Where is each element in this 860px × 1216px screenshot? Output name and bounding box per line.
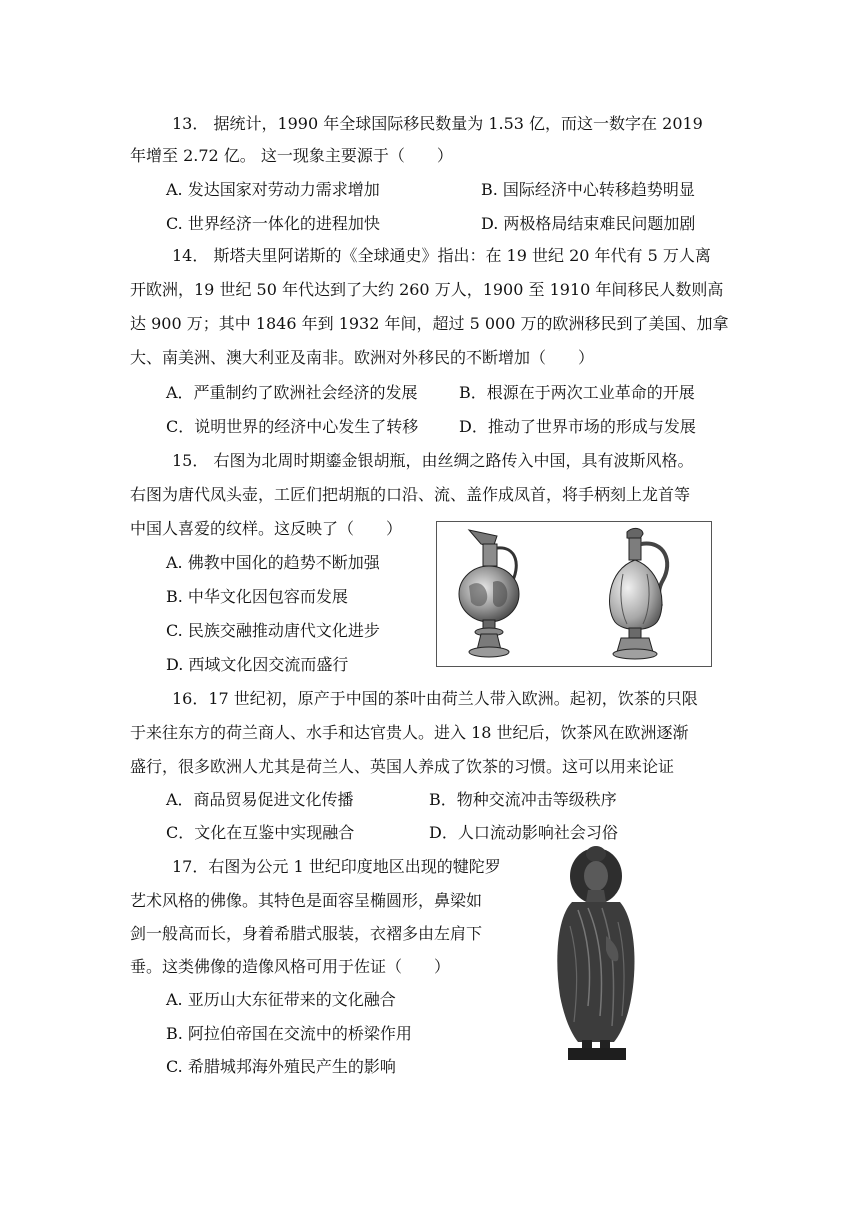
q16-option-d: D．人口流动影响社会习俗 <box>429 823 618 842</box>
buddha-illustration <box>548 846 644 1060</box>
gilt-silver-ewer <box>459 530 519 657</box>
q14-option-d: D．推动了世界市场的形成与发展 <box>459 417 696 436</box>
q16-stem-line-1: 16．17 世纪初，原产于中国的茶叶由荷兰人带入欧洲。起初，饮茶的只限 <box>172 689 698 708</box>
q16-stem-line-3: 盛行，很多欧洲人尤其是荷兰人、英国人养成了饮茶的习惯。这可以用来论证 <box>130 757 675 776</box>
q17-option-c: C. 希腊城邦海外殖民产生的影响 <box>166 1057 396 1076</box>
q15-stem-line-2: 右图为唐代凤头壶，工匠们把胡瓶的口沿、流、盖作成凤首，将手柄刻上龙首等 <box>130 485 691 504</box>
gandhara-buddha-figure <box>548 846 644 1060</box>
q13-option-c: C. 世界经济一体化的进程加快 <box>166 214 380 233</box>
q16-option-b: B．物种交流冲击等级秩序 <box>429 790 617 809</box>
q15-option-c: C. 民族交融推动唐代文化进步 <box>166 621 380 640</box>
q13-stem-line-1: 13． 据统计，1990 年全球国际移民数量为 1.53 亿，而这一数字在 2019 <box>172 114 703 133</box>
ewer-figure <box>436 521 712 667</box>
q16-option-c: C．文化在互鉴中实现融合 <box>166 823 355 842</box>
q17-stem-line-2: 艺术风格的佛像。其特色是面容呈椭圆形，鼻梁如 <box>130 891 483 910</box>
q13-option-b: B. 国际经济中心转移趋势明显 <box>481 180 695 199</box>
q14-stem-line-1: 14． 斯塔夫里阿诺斯的《全球通史》指出：在 19 世纪 20 年代有 5 万人离 <box>172 246 711 265</box>
q14-option-a: A．严重制约了欧洲社会经济的发展 <box>166 383 418 402</box>
q17-stem-line-4: 垂。这类佛像的造像风格可用于佐证（ ） <box>130 957 451 976</box>
q15-option-a: A. 佛教中国化的趋势不断加强 <box>166 553 380 572</box>
q15-stem-line-3: 中国人喜爱的纹样。这反映了（ ） <box>130 519 403 538</box>
q17-stem-line-3: 剑一般高而长，身着希腊式服装，衣褶多由左肩下 <box>130 924 483 943</box>
phoenix-head-ewer <box>610 528 668 659</box>
q17-option-a: A. 亚历山大东征带来的文化融合 <box>166 990 396 1009</box>
q14-option-b: B．根源在于两次工业革命的开展 <box>459 383 695 402</box>
q16-option-a: A．商品贸易促进文化传播 <box>166 790 354 809</box>
q14-option-c: C．说明世界的经济中心发生了转移 <box>166 417 419 436</box>
q15-option-d: D. 西域文化因交流而盛行 <box>166 655 349 674</box>
q14-stem-line-3: 达 900 万；其中 1846 年到 1932 年间，超过 5 000 万的欧洲移民到了美国、加拿 <box>130 314 729 333</box>
q15-stem-line-1: 15． 右图为北周时期鎏金银胡瓶，由丝绸之路传入中国，具有波斯风格。 <box>172 451 694 470</box>
q16-stem-line-2: 于来往东方的荷兰商人、水手和达官贵人。进入 18 世纪后，饮茶风在欧洲逐渐 <box>130 723 689 742</box>
q17-stem-line-1: 17．右图为公元 1 世纪印度地区出现的犍陀罗 <box>172 857 501 876</box>
q13-option-a: A. 发达国家对劳动力需求增加 <box>166 180 380 199</box>
ewer-illustration <box>437 522 711 666</box>
q14-stem-line-2: 开欧洲，19 世纪 50 年代达到了大约 260 万人，1900 至 1910 年间移民人数则高 <box>130 280 724 299</box>
q13-stem-line-2: 年增至 2.72 亿。 这一现象主要源于（ ） <box>130 146 453 165</box>
q14-stem-line-4: 大、南美洲、澳大利亚及南非。欧洲对外移民的不断增加（ ） <box>130 348 595 367</box>
q13-option-d: D. 两极格局结束难民问题加剧 <box>481 214 696 233</box>
q17-option-b: B. 阿拉伯帝国在交流中的桥梁作用 <box>166 1024 412 1043</box>
q15-option-b: B. 中华文化因包容而发展 <box>166 587 348 606</box>
